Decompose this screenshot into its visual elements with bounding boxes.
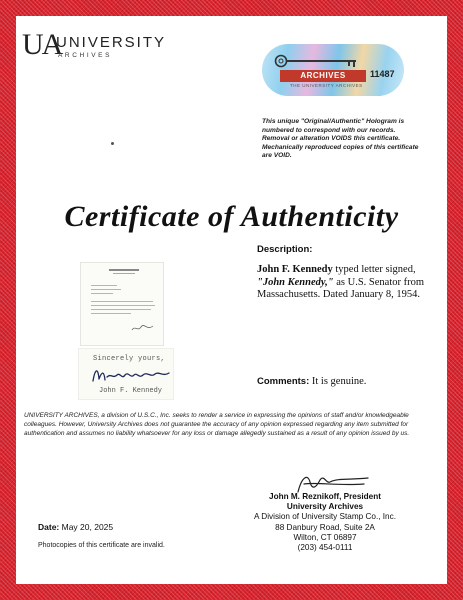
letter-line (91, 289, 121, 290)
hologram-small-text: THE UNIVERSITY ARCHIVES (290, 83, 363, 88)
logo-word: UNIVERSITY (56, 34, 167, 51)
letter-line (91, 309, 151, 310)
closing-salutation: Sincerely yours, (93, 355, 166, 363)
signer-address-1: 88 Danbury Road, Suite 2A (275, 522, 375, 532)
description-label: Description: (257, 244, 313, 255)
disclaimer-text: UNIVERSITY ARCHIVES, a division of U.S.C., Inc. seeks to render a service in expressing the opinions of staff and/or knowledgeable colleagues. However, University Archives does not guarantee the accuracy of any opinion expressed regarding any item submitted for authentication and assumes no liability whatsoever for any loss or damage allegedly sustained as a result of any opinion issued by us. (24, 412, 410, 437)
letter-line (91, 305, 155, 306)
letterhead-sub (113, 273, 135, 274)
signed-as: "John Kennedy," (257, 276, 334, 288)
logo-mark: UA (22, 28, 62, 61)
letter-line (91, 285, 117, 286)
signature-closeup (78, 348, 174, 400)
signer-org: University Archives (286, 502, 364, 512)
date-label: Date: (38, 522, 60, 532)
handwritten-signature (89, 363, 175, 387)
key-icon (274, 54, 364, 68)
letter-line (91, 313, 131, 314)
comments (257, 376, 366, 387)
letter-thumbnail (80, 262, 164, 346)
logo-subtitle: ARCHIVES (58, 52, 113, 59)
comments-value: It is genuine. (309, 376, 367, 387)
description-part-1: typed letter signed, (332, 264, 416, 275)
description-text (257, 264, 427, 302)
dot-mark (111, 142, 114, 145)
item-name: John F. Kennedy (257, 264, 333, 275)
letter-line (91, 301, 153, 302)
date-value: May 20, 2025 (59, 522, 114, 532)
letter-signature-mark (131, 323, 155, 333)
description-part-2: as U.S. Senator from Massachusetts. Dated January 8, 1954. (257, 276, 425, 300)
signer-name: John M. Reznikoff, President (269, 492, 381, 501)
comments-label: Comments: (257, 376, 310, 387)
authenticity-hologram (262, 44, 404, 96)
hologram-number: 11487 (370, 69, 395, 79)
hologram-banner: ARCHIVES (280, 70, 366, 82)
signer-block (240, 492, 410, 553)
typed-name: John F. Kennedy (99, 387, 163, 395)
hologram-note: This unique "Original/Authentic" Hologram is numbered to correspond with our records. Removal or alteration VOIDS this certificate. Mechanically reproduced copies of this certificate are VOID. (262, 118, 419, 160)
letter-line (91, 293, 113, 294)
signer-phone: (203) 454-0111 (297, 543, 353, 553)
certificate-date (38, 522, 113, 532)
university-archives-logo (22, 30, 192, 70)
certificate-title: Certificate of Authenticity (64, 200, 399, 233)
signer-address-2: Wilton, CT 06897 (293, 532, 357, 542)
photocopy-note: Photocopies of this certificate are invalid. (38, 542, 165, 549)
signer-division: A Division of University Stamp Co., Inc. (254, 512, 396, 522)
letterhead (109, 269, 139, 271)
